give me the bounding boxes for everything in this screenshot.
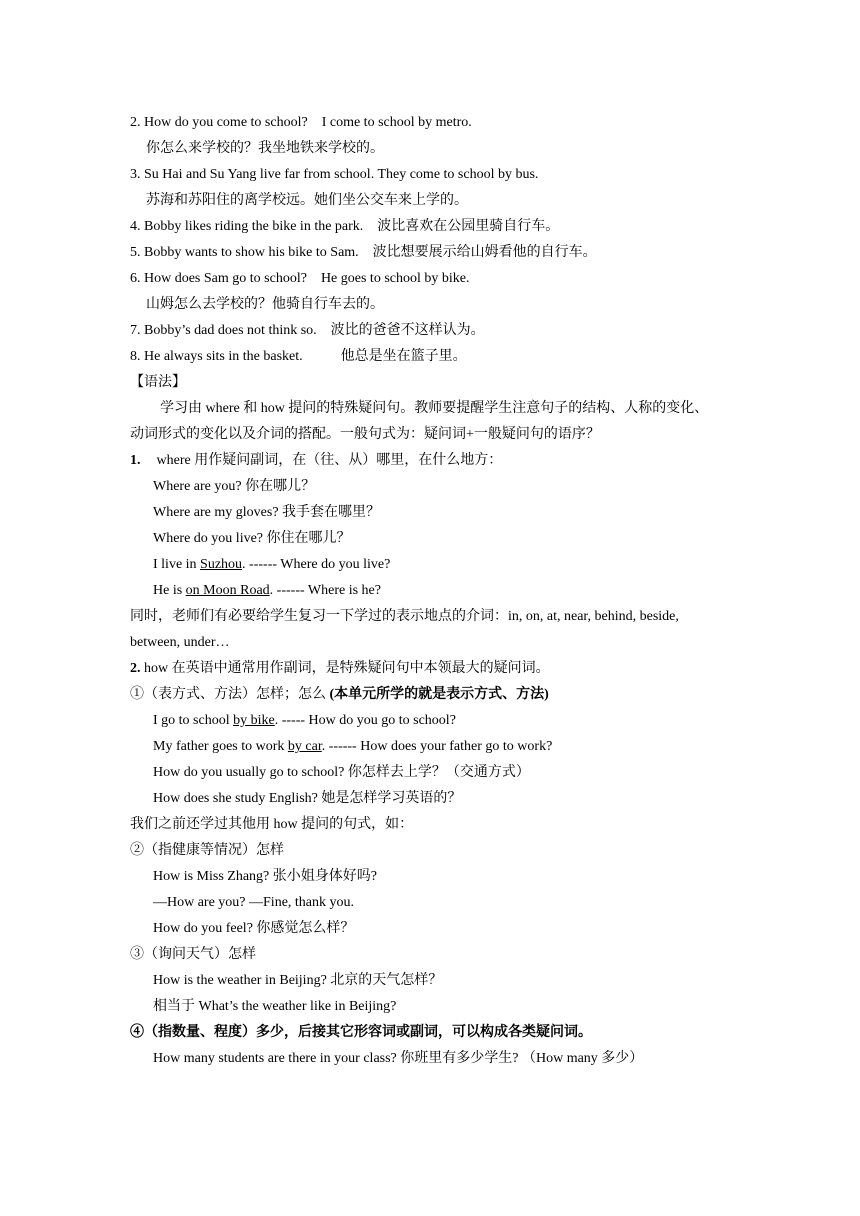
how-usage-1-note: (本单元所学的就是表示方式、方法) — [329, 687, 549, 702]
how-example: How is Miss Zhang? 张小姐身体好吗? — [153, 869, 377, 884]
sentence-zh: 波比喜欢在公园里骑自行车。 — [377, 219, 560, 234]
underlined-answer: by car — [287, 739, 322, 754]
other-how-note: 我们之前还学过其他用 how 提问的句式，如： — [130, 817, 414, 832]
sentence-5 — [130, 240, 750, 266]
how-usage-4-title: ④（指数量、程度）多少，后接其它形容词或副词，可以构成各类疑问词。 — [130, 1025, 592, 1040]
grammar-heading: 【语法】 — [130, 375, 186, 390]
underlined-answer: by bike — [233, 713, 275, 728]
sentence-6 — [130, 266, 750, 292]
how-usage-3-title: ③（询问天气）怎样 — [130, 947, 256, 962]
sentence-8 — [130, 344, 750, 370]
how-section-number: 2. — [130, 661, 141, 676]
sentence-zh: 波比的爸爸不这样认为。 — [330, 323, 485, 338]
how-example: How does she study English? 她是怎样学习英语的？ — [153, 791, 462, 806]
example-text: My father goes to work — [153, 739, 288, 754]
how-example: —How are you? —Fine, thank you. — [153, 895, 355, 910]
document-body — [130, 110, 750, 1072]
how-section-text: how 在英语中通常用作副词，是特殊疑问句中本领最大的疑问词。 — [140, 661, 550, 676]
where-example: Where do you live? 你住在哪儿？ — [153, 531, 351, 546]
example-text: He is — [153, 583, 186, 598]
sentence-2-translation: 你怎么来学校的？我坐地铁来学校的。 — [146, 141, 384, 156]
sentence-3: 3. Su Hai and Su Yang live far from school. They come to school by bus. — [130, 167, 539, 182]
example-question: . ----- How do you go to school? — [274, 713, 456, 728]
sentence-zh: 波比想要展示给山姆看他的自行车。 — [372, 245, 597, 260]
sentence-en: 8. He always sits in the basket. — [130, 349, 303, 364]
where-section-text: where 用作疑问副词，在（往、从）哪里，在什么地方： — [156, 453, 503, 468]
sentence-en-answer: He goes to school by bike. — [320, 271, 470, 286]
how-usage-1-label: ①（表方式、方法）怎样；怎么 — [130, 687, 330, 702]
where-example: Where are my gloves? 我手套在哪里？ — [153, 505, 381, 520]
sentence-en: 4. Bobby likes riding the bike in the park. — [130, 219, 364, 234]
preposition-note-line-1: 同时，老师们有必要给学生复习一下学过的表示地点的介词：in, on, at, near, behind, beside, — [130, 609, 679, 624]
sentence-7 — [130, 318, 750, 344]
how-section-title — [130, 656, 750, 682]
how-example-car — [130, 734, 750, 760]
example-text: I go to school — [153, 713, 234, 728]
sentence-4 — [130, 214, 750, 240]
sentence-en: 6. How does Sam go to school? — [130, 271, 307, 286]
underlined-answer: on Moon Road — [185, 583, 270, 598]
example-text: I live in — [153, 557, 201, 572]
sentence-6-translation: 山姆怎么去学校的？他骑自行车去的。 — [146, 297, 384, 312]
how-usage-2-title: ②（指健康等情况）怎样 — [130, 843, 284, 858]
sentence-en: 7. Bobby’s dad does not think so. — [130, 323, 317, 338]
underlined-answer: Suzhou — [200, 557, 243, 572]
how-example: How is the weather in Beijing? 北京的天气怎样？ — [153, 973, 443, 988]
how-example: How do you feel? 你感觉怎么样？ — [153, 921, 355, 936]
grammar-intro-line-1: 学习由 where 和 how 提问的特殊疑问句。教师要提醒学生注意句子的结构、人称的变化、 — [160, 401, 709, 416]
sentence-en: 5. Bobby wants to show his bike to Sam. — [130, 245, 359, 260]
example-question: . ------ Where is he? — [269, 583, 381, 598]
sentence-zh: 他总是坐在篮子里。 — [340, 349, 467, 364]
where-section-number: 1. — [130, 453, 141, 468]
grammar-intro-line-2: 动词形式的变化以及介词的搭配。一般句式为：疑问词+一般疑问句的语序？ — [130, 427, 600, 442]
how-example-bike — [130, 708, 750, 734]
how-example: 相当于 What’s the weather like in Beijing? — [153, 999, 397, 1014]
sentence-en: 2. How do you come to school? — [130, 115, 308, 130]
where-section-title — [130, 448, 750, 474]
sentence-2 — [130, 110, 750, 136]
how-example: How many students are there in your class? 你班里有多少学生? （How many 多少） — [153, 1051, 644, 1066]
where-example-he — [130, 578, 750, 604]
sentence-en-answer: I come to school by metro. — [321, 115, 472, 130]
preposition-note-line-2: between, under… — [130, 635, 230, 650]
where-example: Where are you? 你在哪儿？ — [153, 479, 316, 494]
sentence-3-translation: 苏海和苏阳住的离学校远。她们坐公交车来上学的。 — [146, 193, 468, 208]
how-usage-1-title — [130, 682, 750, 708]
example-question: . ------ How does your father go to work? — [321, 739, 553, 754]
where-example-live — [130, 552, 750, 578]
example-question: . ------ Where do you live? — [242, 557, 391, 572]
how-example: How do you usually go to school? 你怎样去上学？（交通方式） — [153, 765, 530, 780]
